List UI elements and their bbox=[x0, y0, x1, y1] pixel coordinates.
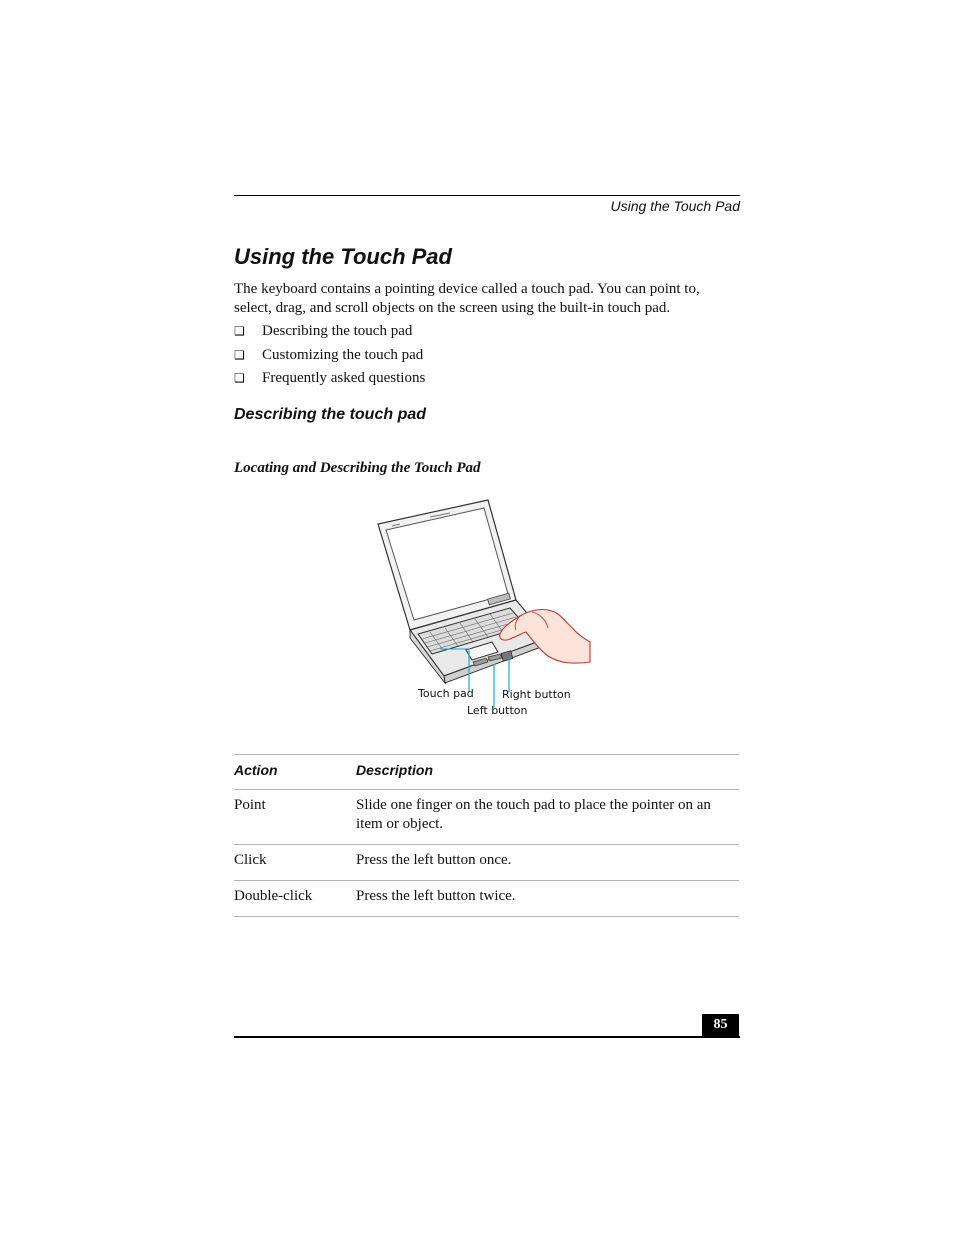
column-header-action: Action bbox=[234, 762, 278, 778]
table-row bbox=[234, 790, 739, 844]
list-item-label: Describing the touch pad bbox=[262, 323, 413, 339]
left-button-label: Left button bbox=[467, 704, 528, 717]
description-cell: Press the left button twice. bbox=[356, 888, 516, 904]
list-item[interactable] bbox=[234, 322, 425, 346]
list-item[interactable] bbox=[234, 346, 425, 370]
checkbox-bullet-icon: ❑ bbox=[234, 371, 245, 385]
table-header-row bbox=[234, 755, 739, 789]
topic-list bbox=[234, 322, 425, 393]
table-rule bbox=[234, 916, 739, 917]
list-item-label: Customizing the touch pad bbox=[262, 346, 424, 363]
list-item-label: Frequently asked questions bbox=[262, 370, 426, 386]
column-header-description: Description bbox=[356, 762, 434, 778]
table-row bbox=[234, 881, 739, 916]
right-button-label: Right button bbox=[502, 688, 571, 701]
laptop-touchpad-figure bbox=[370, 492, 600, 722]
checkbox-bullet-icon: ❑ bbox=[234, 324, 245, 338]
touch-pad-label: Touch pad bbox=[418, 687, 474, 700]
page-title: Using the Touch Pad bbox=[234, 244, 452, 269]
table-row bbox=[234, 845, 739, 880]
touchpad-actions-table bbox=[234, 754, 739, 917]
description-cell: Slide one finger on the touch pad to place the pointer on an item or object. bbox=[356, 797, 711, 832]
footer-rule bbox=[234, 1036, 740, 1038]
checkbox-bullet-icon: ❑ bbox=[234, 347, 245, 362]
figure-caption: Locating and Describing the Touch Pad bbox=[234, 460, 481, 476]
page-number: 85 bbox=[702, 1014, 739, 1036]
description-cell: Press the left button once. bbox=[356, 852, 512, 868]
action-cell: Point bbox=[234, 797, 266, 813]
header-rule bbox=[234, 195, 740, 196]
section-heading: Describing the touch pad bbox=[234, 406, 427, 423]
action-cell: Click bbox=[234, 852, 267, 868]
list-item[interactable] bbox=[234, 369, 425, 393]
action-cell: Double-click bbox=[234, 888, 313, 904]
running-head: Using the Touch Pad bbox=[610, 198, 740, 214]
intro-paragraph: The keyboard contains a pointing device called a touch pad. You can point to, select, drag, and scroll objects on the screen using the built-in touch pad. bbox=[234, 281, 700, 316]
